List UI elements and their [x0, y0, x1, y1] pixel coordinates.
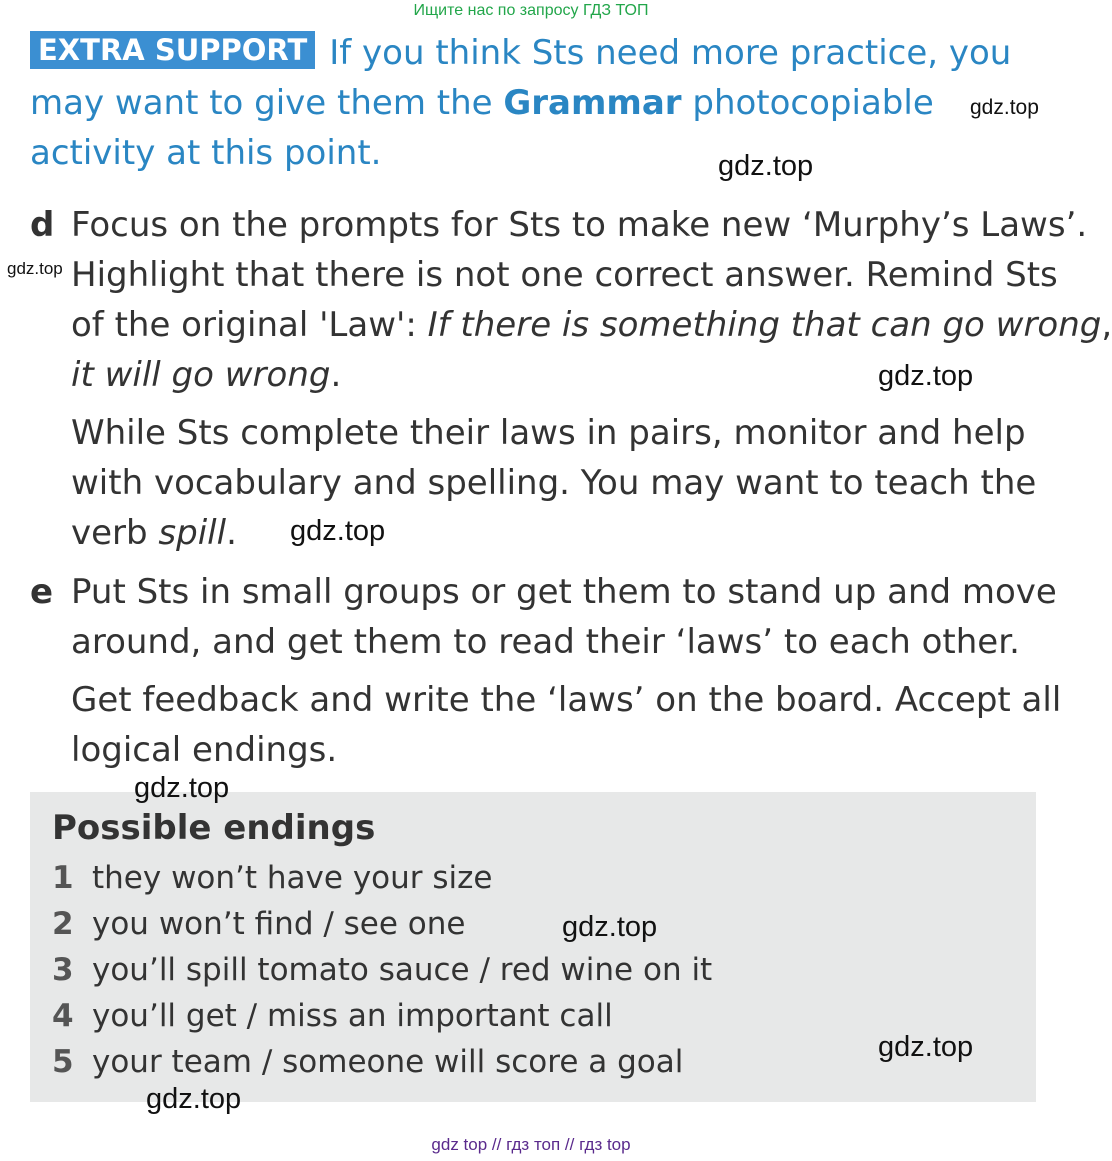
section-e-line-2: around, and get them to read their ‘laws’ to each other.	[71, 622, 1020, 662]
watermark: gdz.top	[878, 360, 974, 392]
spill-italic: spill	[158, 513, 227, 553]
murphy-law-italic-1: If there is something that can go wrong	[427, 305, 1102, 345]
extra-support-line-1	[30, 28, 1011, 78]
section-d-letter: d	[30, 205, 55, 245]
watermark: gdz.top	[970, 96, 1039, 119]
watermark: gdz.top	[562, 911, 658, 943]
section-d-line-2: Highlight that there is not one correct answer. Remind Sts	[71, 255, 1058, 295]
murphy-law-italic-2: it will go wrong	[71, 355, 331, 395]
extra-support-block	[30, 28, 1011, 178]
section-e	[30, 567, 1061, 775]
list-item	[52, 906, 465, 942]
list-item-number: 3	[52, 952, 74, 988]
section-e-line-3: Get feedback and write the ‘laws’ on the board. Accept all	[71, 680, 1062, 720]
section-d-line-1: Focus on the prompts for Sts to make new ‘Murphy’s Laws’.	[71, 205, 1088, 245]
watermark: gdz.top	[718, 150, 814, 182]
section-d-line-7a: verb	[71, 513, 159, 553]
section-d-line-3a: of the original 'Law':	[71, 305, 428, 345]
watermark: gdz.top	[134, 772, 230, 804]
list-item	[52, 1044, 683, 1080]
list-item-text: you’ll spill tomato sauce / red wine on it	[92, 952, 713, 988]
watermark: gdz.top	[290, 515, 386, 547]
extra-support-tag: EXTRA SUPPORT	[30, 31, 315, 69]
list-item-number: 5	[52, 1044, 74, 1080]
section-d-line-3	[30, 300, 1112, 350]
list-item	[52, 998, 613, 1034]
section-d-line-3b: ,	[1101, 305, 1112, 345]
list-item-number: 4	[52, 998, 74, 1034]
list-item-text: your team / someone will score a goal	[92, 1044, 684, 1080]
list-item	[52, 860, 493, 896]
section-d-line-7	[30, 508, 1112, 558]
section-e-line-4: logical endings.	[71, 730, 338, 770]
extra-support-line-2	[30, 78, 1011, 128]
list-item-text: you won’t find / see one	[92, 906, 466, 942]
footer-watermark: gdz top // гдз топ // гдз top	[431, 1135, 631, 1154]
watermark: gdz.top	[7, 259, 63, 278]
extra-support-line-3: activity at this point.	[30, 133, 382, 173]
top-banner: Ищите нас по запросу ГДЗ ТОП	[413, 2, 649, 19]
list-item-number: 1	[52, 860, 74, 896]
extra-support-text-2b: photocopiable	[681, 83, 934, 123]
section-d-line-4b: .	[330, 355, 342, 395]
section-e-line-1: Put Sts in small groups or get them to stand up and move	[71, 572, 1057, 612]
extra-support-text-2a: may want to give them the	[30, 83, 504, 123]
list-item-text: they won’t have your size	[92, 860, 493, 896]
watermark: gdz.top	[146, 1083, 242, 1115]
grammar-bold: Grammar	[503, 83, 682, 123]
section-d-line-5: While Sts complete their laws in pairs, monitor and help	[71, 413, 1026, 453]
list-item-number: 2	[52, 906, 74, 942]
possible-endings-title: Possible endings	[52, 808, 376, 848]
extra-support-text-1: If you think Sts need more practice, you	[329, 33, 1012, 73]
section-e-letter: e	[30, 572, 54, 612]
section-d-line-7b: .	[226, 513, 237, 553]
list-item	[52, 952, 712, 988]
list-item-text: you’ll get / miss an important call	[92, 998, 613, 1034]
section-d-line-6: with vocabulary and spelling. You may want to teach the	[71, 463, 1037, 503]
watermark: gdz.top	[878, 1031, 974, 1063]
